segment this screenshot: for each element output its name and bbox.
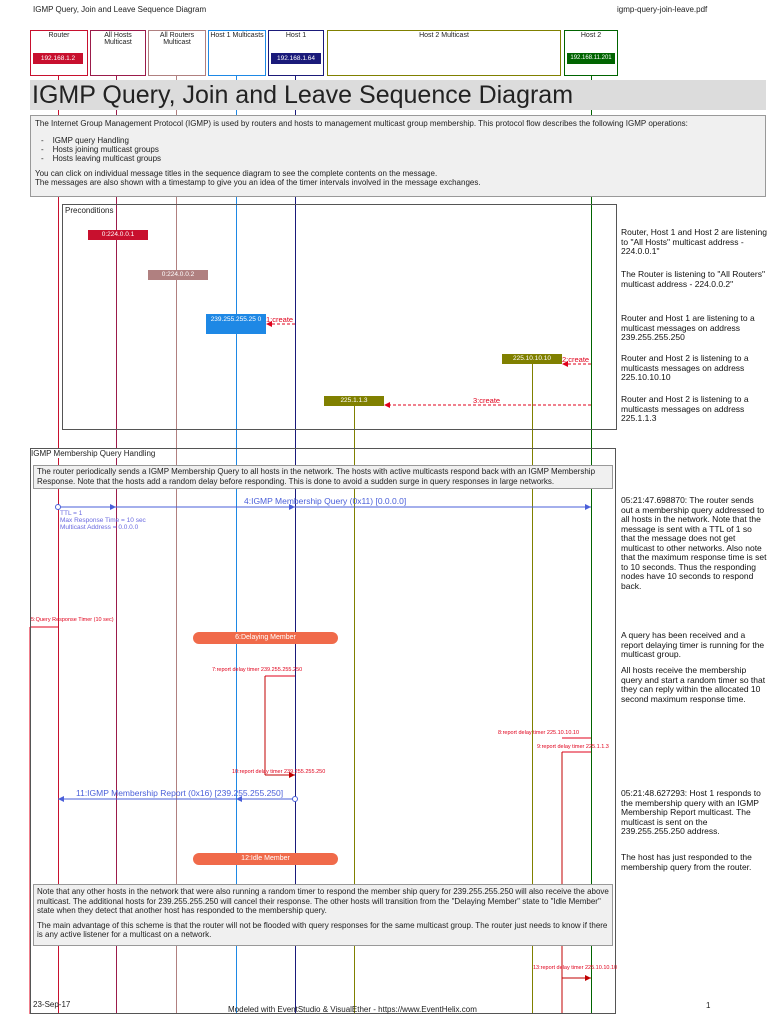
- footer-credit[interactable]: Modeled with EventStudio & VisualEther - https://www.EventHelix.com: [228, 1005, 477, 1014]
- query-handling-label: IGMP Membership Query Handling: [31, 449, 156, 458]
- entity-host1-label: Host 1: [285, 32, 307, 39]
- precondition-note-1: Router, Host 1 and Host 2 are listening to "All Hosts" multicast address - 224.0.0.1": [621, 227, 767, 256]
- msg4-params: [60, 510, 146, 531]
- precondition-note-3: Router and Host 1 are listening to a multicast messages on address 239.255.255.250: [621, 313, 755, 342]
- create-2-label[interactable]: 2:create: [562, 355, 590, 364]
- timer9-label[interactable]: 9:report delay timer 225.1.1.3: [537, 744, 609, 750]
- group-239[interactable]: 239.255.255.25 0: [206, 314, 266, 334]
- timer8-label[interactable]: 8:report delay timer 225.10.10.10: [498, 730, 580, 736]
- action6-delaying-member[interactable]: 6:Delaying Member: [193, 632, 338, 644]
- query-intro-note: The router periodically sends a IGMP Membership Query to all hosts in the network. The hosts with active multicasts respond back with an IGMP Membership Response. Note that the hosts add a random delay before responding. This is done to avoid a sudden surge in query responses in large networks.: [33, 465, 613, 489]
- param-ttl: TTL = 1: [60, 510, 83, 517]
- entity-host2-label: Host 2: [580, 32, 602, 39]
- precondition-note-5: Router and Host 2 is listening to a multicasts messages on address 225.1.1.3: [621, 394, 749, 423]
- create-3-arrowhead: [384, 402, 390, 408]
- page-title: IGMP Query, Join and Leave Sequence Diagram: [32, 81, 574, 109]
- entity-all-routers-label: All Routers Multicast: [159, 32, 195, 46]
- query-side-note-3: All hosts receive the membership query and start a random timer so that they can reply within the allocated 10 second maximum response time.: [621, 665, 766, 704]
- entity-host2-address: 192.168.11.201: [567, 53, 615, 64]
- group-225-1[interactable]: 225.1.1.3: [324, 396, 384, 406]
- query-explanation-1: Note that any other hosts in the network that were also running a random timer to respond the member ship query for 239.255.255.250 will also receive the above multicast. The additional hosts for 239.255.255.250 will cancel their response. The other hosts will transition from the "Delaying Member" state to "Idle Member" state when they detect that another host has responded to the membership query.: [37, 887, 609, 915]
- msg4-label[interactable]: 4:IGMP Membership Query (0x11) [0.0.0.0]: [244, 496, 407, 506]
- footer-page-number: 1: [706, 1001, 711, 1010]
- intro-bullet: - IGMP query Handling: [41, 136, 129, 145]
- intro-text: The Internet Group Management Protocol (IGMP) is used by routers and hosts to management multicast group membership. This protocol flow describes the following IGMP operations:: [35, 119, 688, 128]
- header-title: IGMP Query, Join and Leave Sequence Diagram: [33, 5, 207, 14]
- group-all-routers[interactable]: 0:224.0.0.2: [148, 270, 208, 280]
- entity-host2-multicast-label: Host 2 Multicast: [419, 32, 469, 39]
- group-all-hosts[interactable]: 0:224.0.0.1: [88, 230, 148, 240]
- query-side-note-5: The host has just responded to the membership query from the router.: [621, 852, 752, 872]
- timer13-label[interactable]: 13:report delay timer 225.10.10.10: [533, 965, 618, 971]
- param-max-response: Max Response Time = 10 sec: [60, 517, 146, 524]
- entity-router-label: Router: [48, 32, 70, 39]
- create-3-label[interactable]: 3:create: [473, 396, 501, 405]
- create-1-label[interactable]: 1:create: [266, 315, 294, 324]
- entity-host1-address: 192.168.1.64: [271, 53, 321, 64]
- precondition-note-2: The Router is listening to "All Routers" multicast address - 224.0.0.2": [621, 269, 765, 289]
- timer10-label[interactable]: 10:report delay timer 239.255.255.250: [232, 769, 326, 775]
- header-filename: igmp-query-join-leave.pdf: [617, 5, 708, 14]
- intro-text-2: You can click on individual message titles in the sequence diagram to see the complete contents on the message.: [35, 169, 438, 178]
- entity-host1-multicasts-label: Host 1 Multicasts: [210, 32, 264, 39]
- query-side-note-1: 05:21:47.698870: The router sends out a membership query addressed to all hosts in the network. Note that the message is sent with a TTL of 1 so that the message does not get multicast to other networks. Also note that the maximum response time is set to 10 seconds. Thus the responding nodes have 10 seconds to respond back.: [621, 495, 767, 591]
- entity-all-hosts-label: All Hosts Multicast: [104, 32, 132, 46]
- param-multicast: Multicast Address = 0.0.0.0: [60, 524, 139, 531]
- query-side-note-2: A query has been received and a report delaying timer is running for the multicast group.: [621, 630, 765, 659]
- timer7-label[interactable]: 7:report delay timer 239.255.255.250: [212, 667, 303, 673]
- intro-text-3: The messages are also shown with a timestamp to give you an idea of the timer intervals involved in the message exchanges.: [35, 178, 481, 187]
- entity-router-address: 192.168.1.2: [33, 53, 83, 64]
- query-side-note-4: 05:21:48.627293: Host 1 responds to the membership query with an IGMP Membership Report multicast. The multicast is sent on the 239.255.255.250 address.: [621, 788, 761, 836]
- msg11-label[interactable]: 11:IGMP Membership Report (0x16) [239.255.255.250]: [76, 788, 284, 798]
- group-225-10[interactable]: 225.10.10.10: [502, 354, 562, 364]
- query-explanation-2: The main advantage of this scheme is that the router will not be flooded with query responses for the same multicast group. The router just needs to know if there is any active listener for a multicast on a network.: [37, 920, 608, 939]
- timer5-label[interactable]: 5:Query Response Timer (10 sec): [31, 617, 114, 623]
- intro-bullet: - Hosts joining multicast groups: [41, 145, 159, 154]
- precondition-note-4: Router and Host 2 is listening to a multicasts messages on address 225.10.10.10: [621, 353, 749, 382]
- preconditions-label: Preconditions: [65, 206, 114, 215]
- footer-date: 23-Sep-17: [33, 1000, 71, 1009]
- query-explanation-note: [33, 884, 613, 946]
- intro-bullet: - Hosts leaving multicast groups: [41, 154, 162, 163]
- action12-idle-member[interactable]: 12:Idle Member: [193, 853, 338, 865]
